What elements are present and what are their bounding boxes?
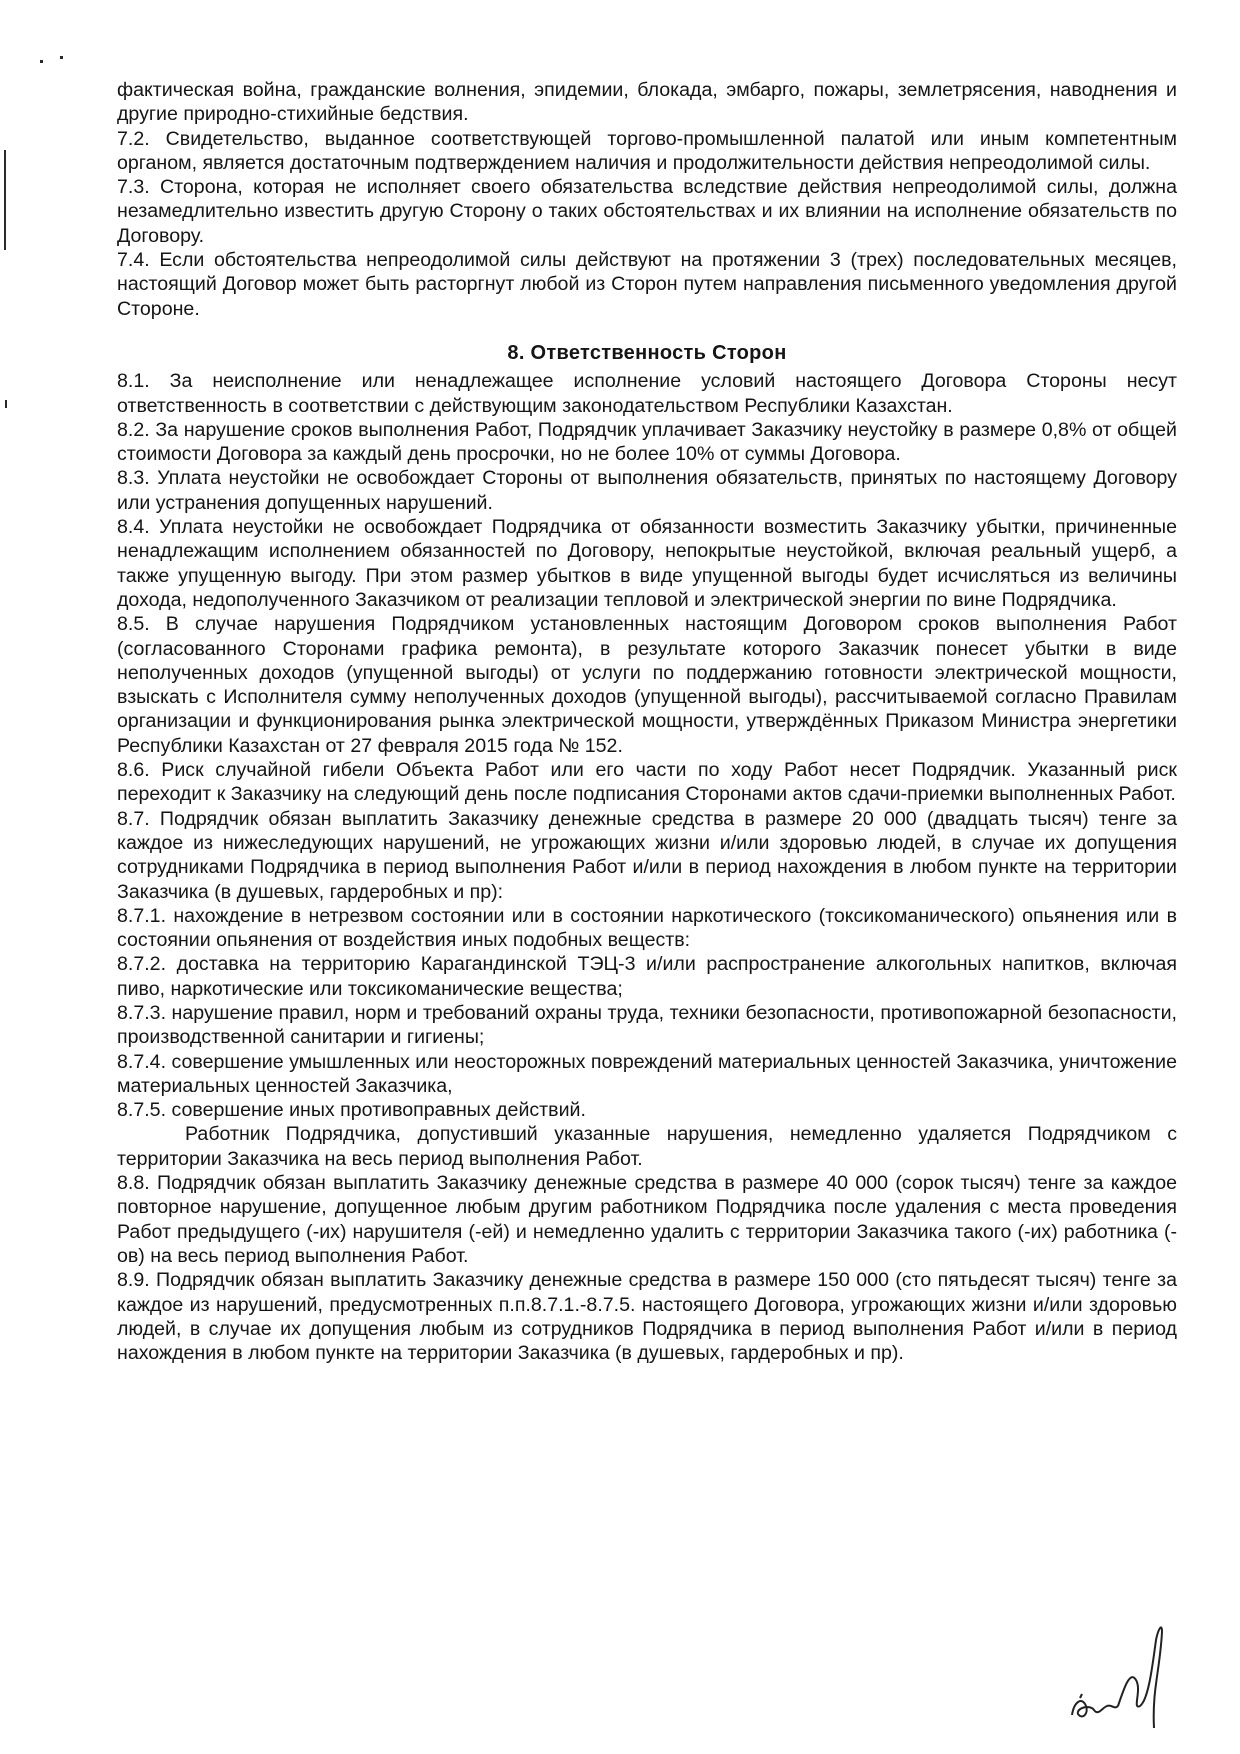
scan-mark	[5, 400, 7, 408]
paragraph: 7.3. Сторона, которая не исполняет своего обязательства вследствие действия непреодолимой силы, должна незамедлительно известить другую Сторону о таких обстоятельствах и их влиянии на исполнение обязательств по Договору.	[117, 176, 1177, 247]
paragraph: 7.2. Свидетельство, выданное соответствующей торгово-промышленной палатой или иным компетентным органом, является достаточным подтверждением наличия и продолжительности действия непреодолимой силы.	[117, 127, 1177, 174]
scan-mark	[4, 150, 6, 250]
paragraph: 8.8. Подрядчик обязан выплатить Заказчику денежные средства в размере 40 000 (сорок тысяч) тенге за каждое повторное нарушение, допущенное любым другим работником Подрядчика после удаления с места проведения Работ предыдущего (-их) нарушителя (-ей) и немедленно удалить с территории Заказчика такого (-их) работника (-ов) на весь период выполнения Работ.	[117, 1172, 1177, 1267]
paragraph: 8.3. Уплата неустойки не освобождает Стороны от выполнения обязательств, принятых по настоящему Договору или устранения допущенных нарушений.	[117, 467, 1177, 514]
paragraph: 8.7.5. совершение иных противоправных действий.	[117, 1099, 586, 1122]
paragraph: 8.7.3. нарушение правил, норм и требований охраны труда, техники безопасности, противопожарной безопасности, производственной санитарии и гигиены;	[117, 1001, 1177, 1049]
paragraph: 8.4. Уплата неустойки не освобождает Подрядчика от обязанности возместить Заказчику убытки, причиненные ненадлежащим исполнением обязанностей по Договору, непокрытые неустойкой, включая реальный ущерб, а также упущенную выгоду. При этом размер убытков в виде упущенной выгоды будет исчисляться из величины дохода, недополученного Заказчиком от реализации тепловой и электрической энергии по вине Подрядчика.	[117, 516, 1177, 611]
paragraph: 8.7.2. доставка на территорию Карагандинской ТЭЦ-3 и/или распространение алкогольных напитков, включая пиво, наркотические или токсикоманические вещества;	[117, 953, 1177, 1000]
paragraph: 8.7. Подрядчик обязан выплатить Заказчику денежные средства в размере 20 000 (двадцать тысяч) тенге за каждое из нижеследующих нарушений, не угрожающих жизни и/или здоровью людей, в случае их допущения сотрудниками Подрядчика в период выполнения Работ и/или в период нахождения в любом пункте на территории Заказчика (в душевых, гардеробных и пр):	[117, 807, 1177, 903]
paragraph: 8.6. Риск случайной гибели Объекта Работ или его части по ходу Работ несет Подрядчик. Указанный риск переходит к Заказчику на следующий день после подписания Сторонами актов сдачи-приемки выполненных Работ.	[117, 759, 1177, 806]
paragraph: 8.1. За неисполнение или ненадлежащее исполнение условий настоящего Договора Стороны несут ответственность в соответствии с действующим законодательством Республики Казахстан.	[117, 370, 1177, 417]
scan-mark	[60, 56, 63, 59]
section-heading: 8. Ответственность Сторон	[507, 341, 787, 364]
document-body	[117, 78, 1177, 1365]
scan-mark	[40, 60, 43, 63]
handwritten-signature	[1052, 1610, 1172, 1730]
paragraph: фактическая война, гражданские волнения, эпидемии, блокада, эмбарго, пожары, землетрясения, наводнения и другие природно-стихийные бедствия.	[117, 79, 1177, 126]
paragraph: 8.5. В случае нарушения Подрядчиком установленных настоящим Договором сроков выполнения Работ (согласованного Сторонами графика ремонта), в результате которого Заказчик понесет убытки в виде неполученных доходов (упущенной выгоды) от услуги по поддержанию готовности электрической мощности, взыскать с Исполнителя сумму неполученных доходов (упущенной выгоды), рассчитываемой согласно Правилам организации и функционирования рынка электрической мощности, утверждённых Приказом Министра энергетики Республики Казахстан от 27 февраля 2015 года № 152.	[117, 613, 1177, 757]
paragraph: 8.7.4. совершение умышленных или неосторожных повреждений материальных ценностей Заказчика, уничтожение материальных ценностей Заказчика,	[117, 1050, 1177, 1097]
paragraph: 8.2. За нарушение сроков выполнения Работ, Подрядчик уплачивает Заказчику неустойку в размере 0,8% от общей стоимости Договора за каждый день просрочки, но не более 10% от суммы Договора.	[117, 418, 1177, 466]
paragraph: 8.9. Подрядчик обязан выплатить Заказчику денежные средства в размере 150 000 (сто пятьдесят тысяч) тенге за каждое из нарушений, предусмотренных п.п.8.7.1.-8.7.5. настоящего Договора, угрожающих жизни и/или здоровью людей, в случае их допущения любым из сотрудников Подрядчика в период выполнения Работ и/или в период нахождения в любом пункте на территории Заказчика (в душевых, гардеробных и пр).	[117, 1269, 1177, 1365]
indented-paragraph: Работник Подрядчика, допустивший указанные нарушения, немедленно удаляется Подрядчиком с территории Заказчика на весь период выполнения Работ.	[117, 1123, 1177, 1170]
paragraph: 7.4. Если обстоятельства непреодолимой силы действуют на протяжении 3 (трех) последовательных месяцев, настоящий Договор может быть расторгнут любой из Сторон путем направления письменного уведомления другой Стороне.	[117, 249, 1177, 320]
paragraph: 8.7.1. нахождение в нетрезвом состоянии или в состоянии наркотического (токсикоманического) опьянения или в состоянии опьянения от воздействия иных подобных веществ:	[117, 904, 1177, 952]
